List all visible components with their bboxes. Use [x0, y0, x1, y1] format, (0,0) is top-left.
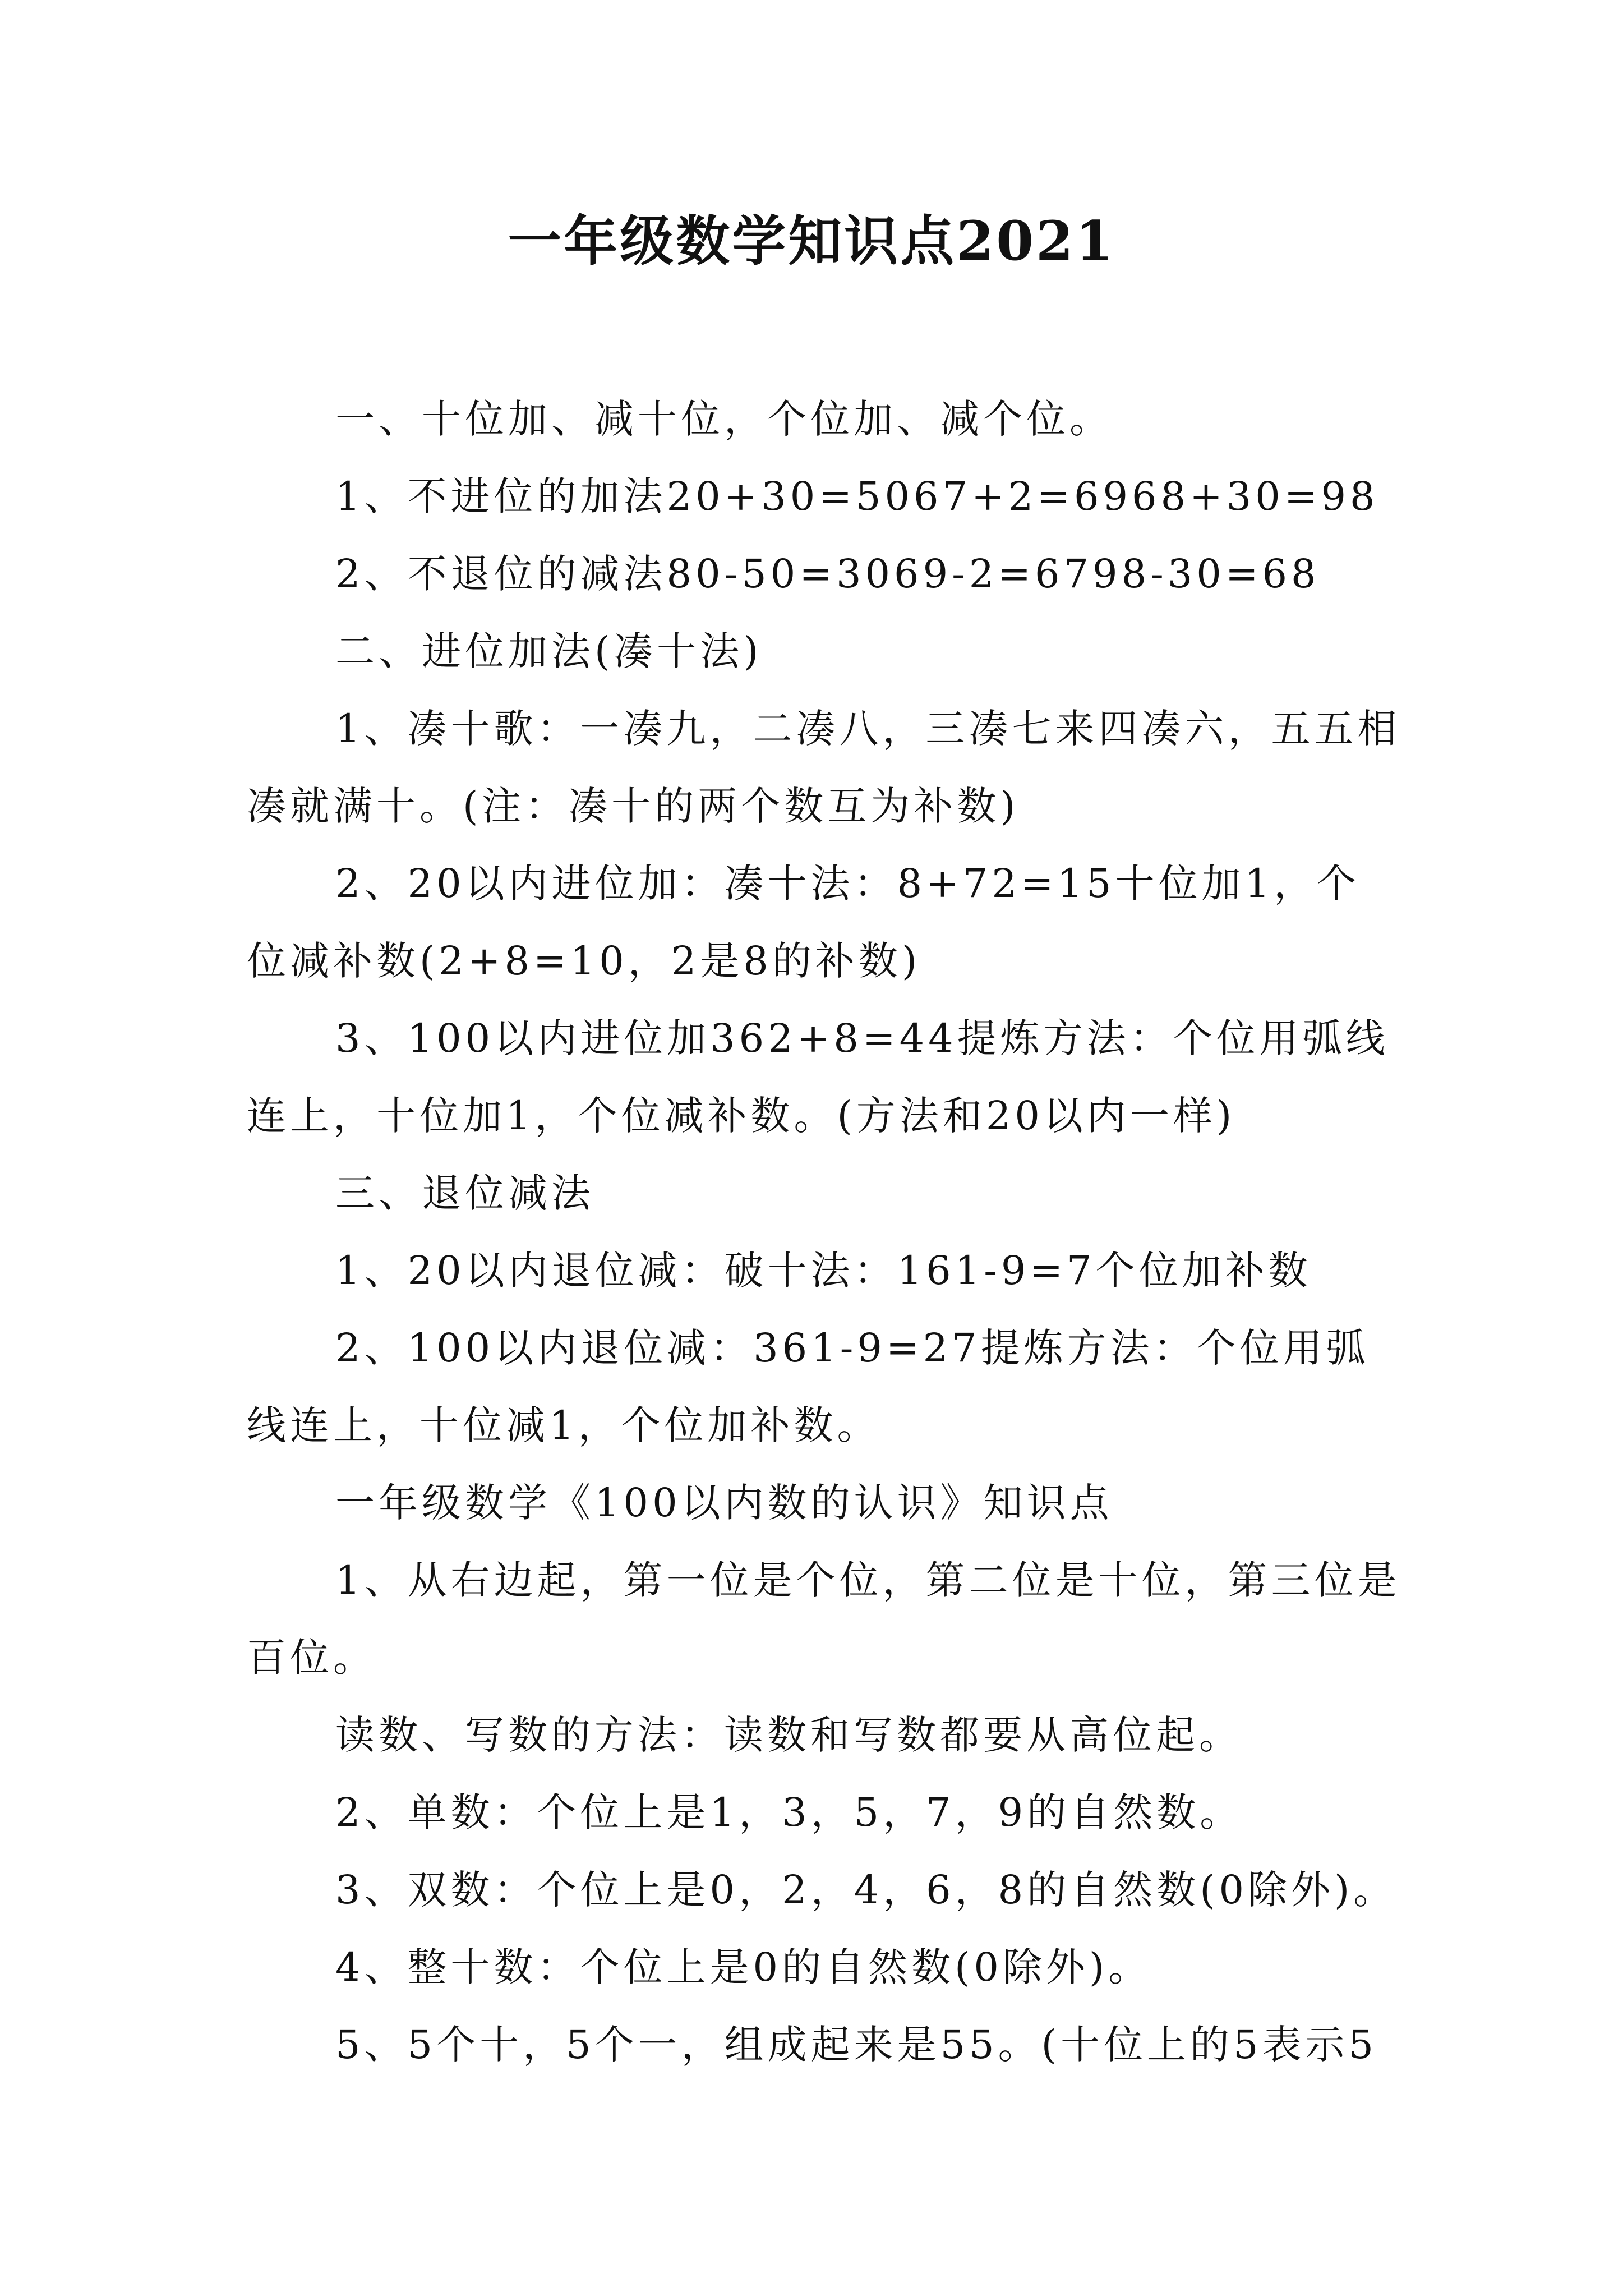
paragraph: 2、单数：个位上是1，3，5，7，9的自然数。 — [335, 1789, 1243, 1835]
paragraph: 2、100以内退位减：361-9=27提炼方法：个位用弧线连上，十位减1，个位加补数。 — [247, 1325, 1370, 1448]
paragraph: 1、20以内退位减：破十法：161-9=7个位加补数 — [335, 1248, 1312, 1294]
paragraph: 5、5个十，5个一，组成起来是55。(十位上的5表示5 — [335, 2022, 1378, 2068]
document-body — [247, 380, 1402, 2083]
paragraph: 1、从右边起，第一位是个位，第二位是十位，第三位是百位。 — [247, 1557, 1401, 1681]
paragraph: 1、凑十歌：一凑九，二凑八，三凑七来四凑六，五五相凑就满十。(注：凑十的两个数互为补数) — [247, 706, 1401, 829]
paragraph: 读数、写数的方法：读数和写数都要从高位起。 — [335, 1712, 1242, 1758]
paragraph: 三、退位减法 — [335, 1170, 594, 1216]
paragraph: 3、100以内进位加362+8=44提炼方法：个位用弧线连上，十位加1，个位减补数。(方法和20以内一样) — [247, 1015, 1389, 1139]
paragraph: 3、双数：个位上是0，2，4，6，8的自然数(0除外)。 — [335, 1867, 1397, 1913]
paragraph: 二、进位加法(凑十法) — [335, 628, 763, 674]
paragraph: 1、不进位的加法20+30=5067+2=6968+30=98 — [335, 473, 1379, 519]
paragraph: 一、十位加、减十位，个位加、减个位。 — [335, 396, 1113, 442]
paragraph: 2、20以内进位加：凑十法：8+72=15十位加1，个位减补数(2+8=10，2是8的补数) — [247, 861, 1361, 984]
paragraph: 4、整十数：个位上是0的自然数(0除外)。 — [335, 1944, 1152, 1990]
paragraph: 2、不退位的减法80-50=3069-2=6798-30=68 — [335, 551, 1320, 597]
document-title: 一年级数学知识点2021 — [508, 209, 1115, 273]
paragraph: 一年级数学《100以内数的认识》知识点 — [335, 1480, 1113, 1526]
